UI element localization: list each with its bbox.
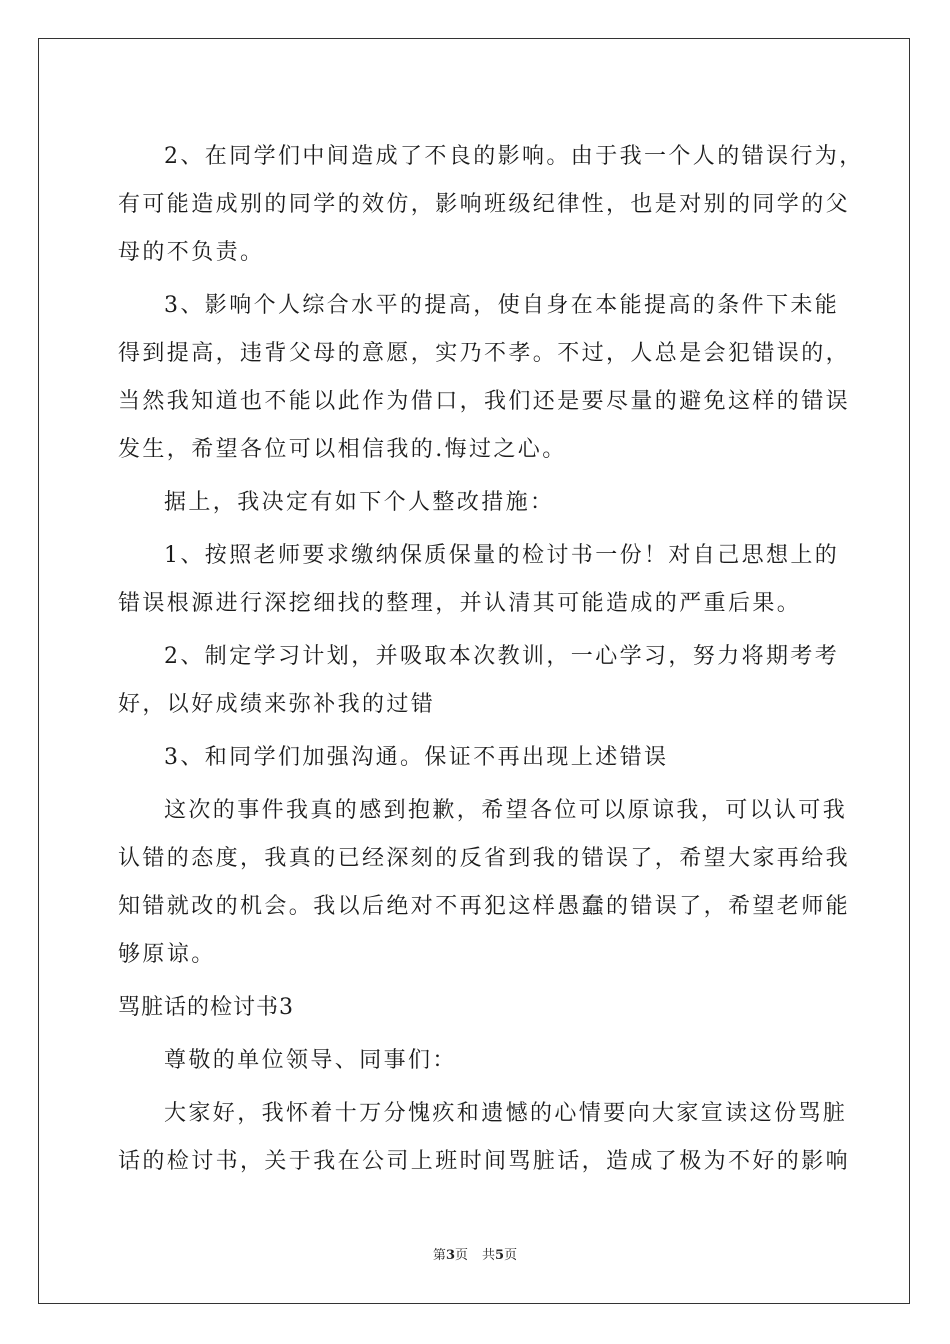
text-line: 据上，我决定有如下个人整改措施： [164,490,555,515]
paragraph [118,1090,851,1186]
paragraph [118,133,864,277]
paragraph [118,734,838,782]
text-line: 错误根源进行深挖细找的整理，并认清其可能造成的严重后果。 [118,591,802,616]
text-line: 得到提高，违背父母的意愿，实乃不孝。不过，人总是会犯错误的， [118,341,851,366]
text-line: 3、和同学们加强沟通。保证不再出现上述错误 [164,745,669,770]
text-line: 这次的事件我真的感到抱歉，希望各位可以原谅我，可以认可我 [164,798,848,823]
total-prefix: 共 [482,1248,496,1263]
current-page-number: 3 [445,1248,455,1263]
text-line: 当然我知道也不能以此作为借口，我们还是要尽量的避免这样的错误 [118,389,851,414]
text-line: 大家好，我怀着十万分愧疚和遗憾的心情要向大家宣读这份骂脏 [164,1101,848,1126]
text-line: 2、在同学们中间造成了不良的影响。由于我一个人的错误行为， [164,144,864,169]
text-line: 母的不负责。 [118,240,265,265]
text-line: 1、按照老师要求缴纳保质保量的检讨书一份！对自己思想上的 [164,543,840,568]
text-line: 话的检讨书，关于我在公司上班时间骂脏话，造成了极为不好的影响 [118,1149,851,1174]
paragraph [118,282,851,474]
page-footer [0,1244,950,1263]
document-body [118,128,864,1186]
paragraph [118,479,838,527]
text-line: 有可能造成别的同学的效仿，影响班级纪律性，也是对别的同学的父 [118,192,851,217]
paragraph [118,633,838,729]
text-line: 认错的态度，我真的已经深刻的反省到我的错误了，希望大家再给我 [118,846,851,871]
text-line: 3、影响个人综合水平的提高，使自身在本能提高的条件下未能 [164,293,840,318]
paragraph [118,787,851,979]
text-line: 好，以好成绩来弥补我的过错 [118,692,436,717]
total-suffix: 页 [504,1248,518,1263]
section-title: 骂脏话的检讨书3 [118,995,294,1020]
text-line: 够原谅。 [118,942,216,967]
text-line: 2、制定学习计划，并吸取本次教训，一心学习，努力将期考考 [164,644,840,669]
total-page-number: 5 [495,1248,505,1263]
paragraph [118,532,838,628]
paragraph [118,1037,838,1085]
text-line: 知错就改的机会。我以后绝对不再犯这样愚蠢的错误了，希望老师能 [118,894,851,919]
text-line: 发生，希望各位可以相信我的.悔过之心。 [118,437,567,462]
text-line: 尊敬的单位领导、同事们： [164,1048,457,1073]
page-suffix: 页 [454,1248,468,1263]
page-prefix: 第 [432,1248,446,1263]
